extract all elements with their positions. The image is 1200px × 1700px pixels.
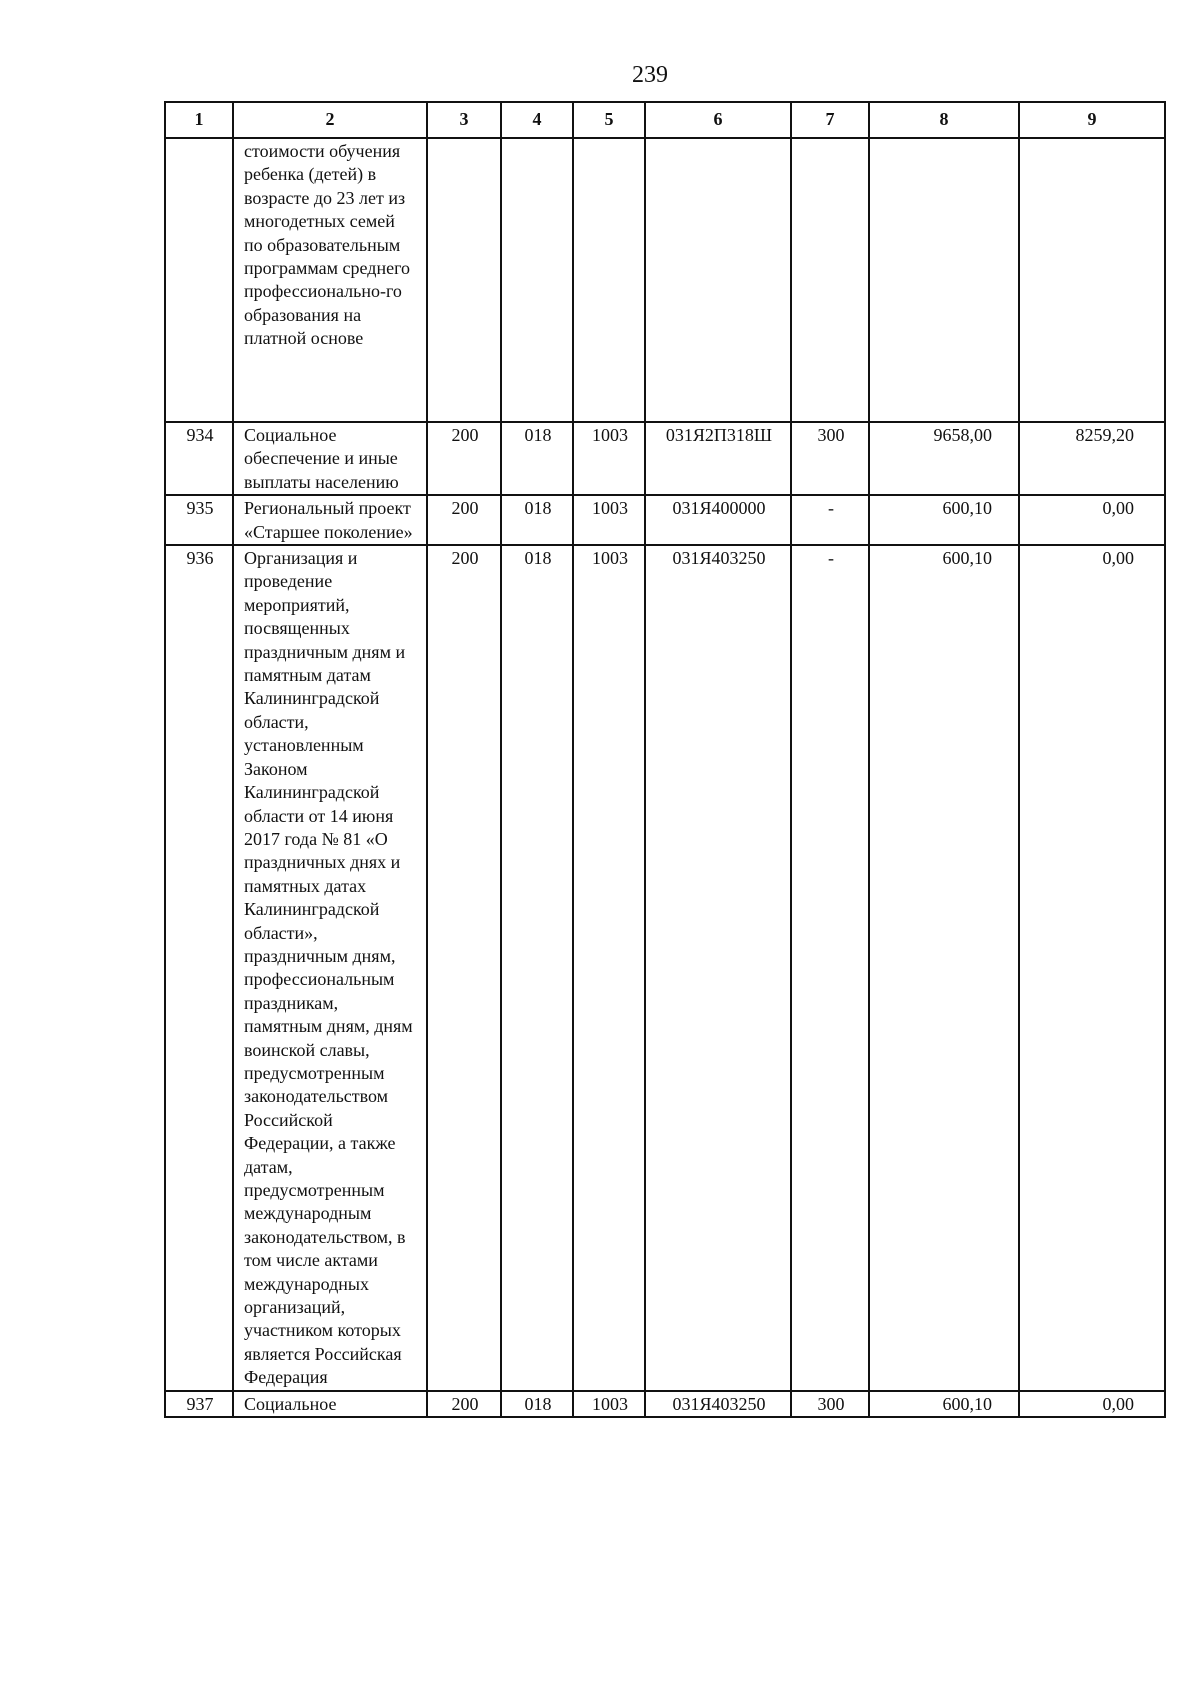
code-4-cell: 018 bbox=[501, 422, 573, 495]
amount-8-cell: 600,10 bbox=[869, 1391, 1019, 1417]
amount-9-cell: 0,00 bbox=[1019, 495, 1165, 545]
budget-table bbox=[164, 101, 1166, 1418]
table-row bbox=[165, 422, 1165, 495]
row-number-cell: 934 bbox=[165, 422, 233, 495]
code-7-cell: 300 bbox=[791, 422, 869, 495]
code-6-cell: 031Я400000 bbox=[645, 495, 791, 545]
col-header-8: 8 bbox=[869, 102, 1019, 138]
code-4-cell: 018 bbox=[501, 545, 573, 1391]
code-3-cell bbox=[427, 138, 501, 422]
code-5-cell: 1003 bbox=[573, 545, 645, 1391]
table-row bbox=[165, 138, 1165, 422]
col-header-9: 9 bbox=[1019, 102, 1165, 138]
header-row bbox=[165, 102, 1165, 138]
amount-8-cell: 600,10 bbox=[869, 495, 1019, 545]
col-header-4: 4 bbox=[501, 102, 573, 138]
item-name-text: Организация и проведение мероприятий, посвященных праздничным дням и памятным датам Калининградской области, установленным Законом Калининградской области от 14 июня 2017 года № 81 «О праздничных днях и памятных датах Калининградской области», праздничным дням, профессиональным праздникам, памятным дням, дням воинской славы, предусмотренным законодательством Российской Федерации, а также датам, предусмотренным международным законодательством, в том числе актами международных организаций, участником которых является Российская Федерация bbox=[244, 548, 413, 1388]
code-4-cell bbox=[501, 138, 573, 422]
item-name-cell bbox=[233, 1391, 427, 1417]
code-5-cell: 1003 bbox=[573, 1391, 645, 1417]
row-number-cell: 936 bbox=[165, 545, 233, 1391]
code-3-cell: 200 bbox=[427, 495, 501, 545]
amount-9-cell bbox=[1019, 138, 1165, 422]
item-name-text: стоимости обучения ребенка (детей) в возрасте до 23 лет из многодетных семей по образовательным программам среднего профессионально-го образования на платной основе bbox=[244, 141, 410, 349]
amount-9-cell: 8259,20 bbox=[1019, 422, 1165, 495]
amount-9-cell: 0,00 bbox=[1019, 545, 1165, 1391]
item-name-cell bbox=[233, 495, 427, 545]
code-4-cell: 018 bbox=[501, 495, 573, 545]
item-name-text: Региональный проект «Старшее поколение» bbox=[244, 498, 413, 542]
amount-8-cell: 9658,00 bbox=[869, 422, 1019, 495]
table-row bbox=[165, 495, 1165, 545]
code-5-cell: 1003 bbox=[573, 422, 645, 495]
amount-8-cell bbox=[869, 138, 1019, 422]
row-number-cell: 935 bbox=[165, 495, 233, 545]
row-number-cell bbox=[165, 138, 233, 422]
code-5-cell bbox=[573, 138, 645, 422]
code-4-cell: 018 bbox=[501, 1391, 573, 1417]
page-number: 239 bbox=[632, 62, 668, 88]
code-6-cell: 031Я2П318Ш bbox=[645, 422, 791, 495]
col-header-2: 2 bbox=[233, 102, 427, 138]
col-header-6: 6 bbox=[645, 102, 791, 138]
col-header-3: 3 bbox=[427, 102, 501, 138]
item-name-text: Социальное bbox=[244, 1393, 337, 1414]
code-6-cell: 031Я403250 bbox=[645, 545, 791, 1391]
code-3-cell: 200 bbox=[427, 422, 501, 495]
col-header-5: 5 bbox=[573, 102, 645, 138]
code-3-cell: 200 bbox=[427, 545, 501, 1391]
item-name-cell bbox=[233, 422, 427, 495]
code-6-cell: 031Я403250 bbox=[645, 1391, 791, 1417]
code-7-cell: - bbox=[791, 545, 869, 1391]
code-7-cell: 300 bbox=[791, 1391, 869, 1417]
code-3-cell: 200 bbox=[427, 1391, 501, 1417]
item-name-cell bbox=[233, 138, 427, 422]
col-header-1: 1 bbox=[165, 102, 233, 138]
amount-9-cell: 0,00 bbox=[1019, 1391, 1165, 1417]
code-6-cell bbox=[645, 138, 791, 422]
row-number-cell: 937 bbox=[165, 1391, 233, 1417]
table-row bbox=[165, 545, 1165, 1391]
code-7-cell: - bbox=[791, 495, 869, 545]
code-5-cell: 1003 bbox=[573, 495, 645, 545]
table-row bbox=[165, 1391, 1165, 1417]
col-header-7: 7 bbox=[791, 102, 869, 138]
item-name-text: Социальное обеспечение и иные выплаты населению bbox=[244, 425, 399, 492]
amount-8-cell: 600,10 bbox=[869, 545, 1019, 1391]
item-name-cell bbox=[233, 545, 427, 1391]
code-7-cell bbox=[791, 138, 869, 422]
